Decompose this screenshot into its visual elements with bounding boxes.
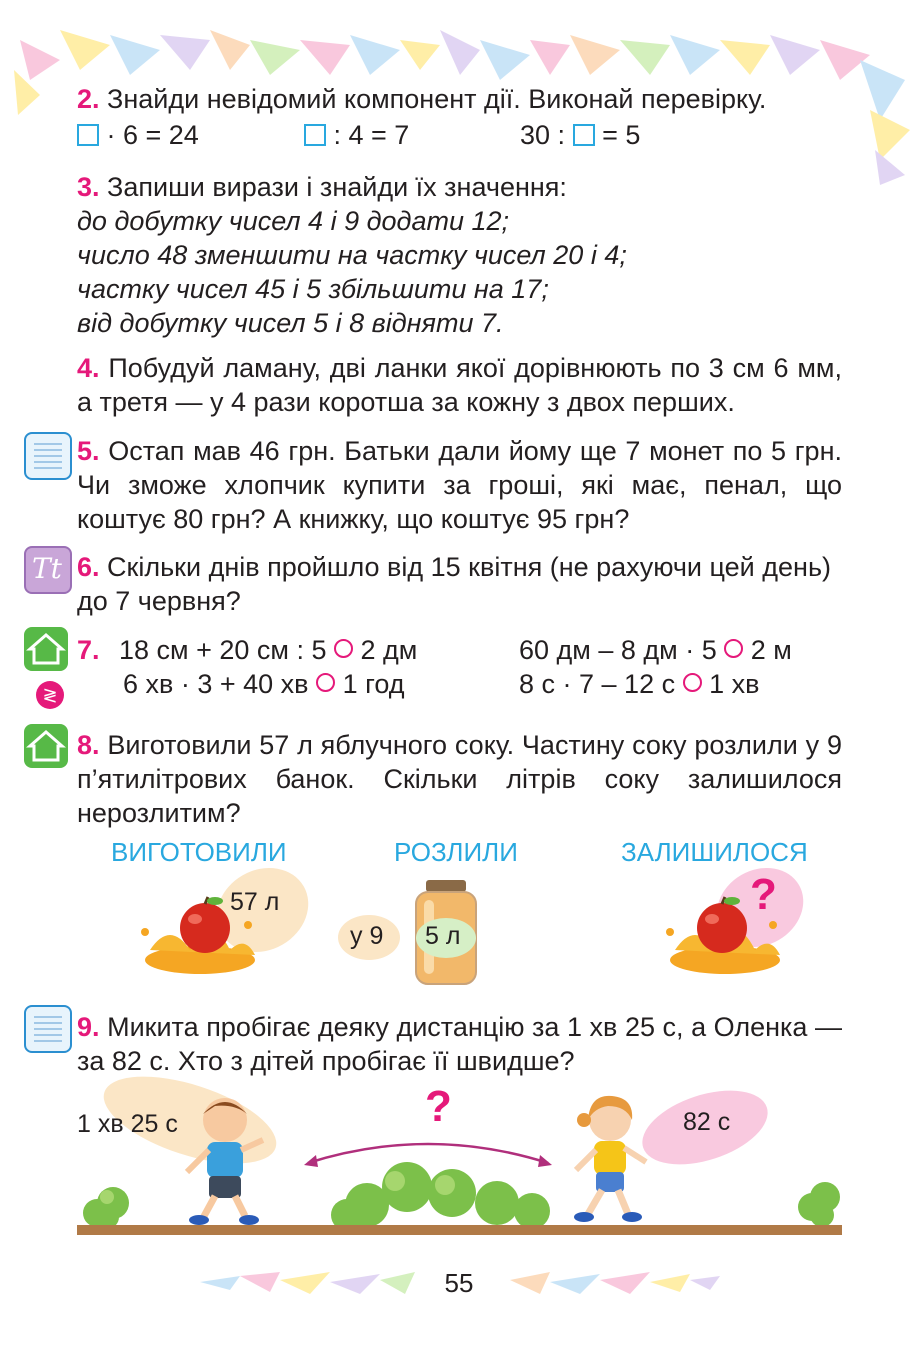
- task-2-instruction: [77, 82, 842, 116]
- question-mark: ?: [425, 1082, 452, 1131]
- task-text: Побудуй ламану, дві ланки якої дорівнюють по 3 см 6 мм, а третя — у 4 рази коротша за кожну з двох перших.: [77, 353, 842, 417]
- equation-1: · 6 = 24: [77, 118, 199, 152]
- page-number: 55: [444, 1268, 474, 1298]
- bushes-decoration: [77, 1145, 842, 1240]
- compare-circle: [334, 639, 353, 658]
- home-icon: [24, 627, 68, 671]
- label-left: ЗАЛИШИЛОСЯ: [621, 837, 808, 867]
- apple-icon: [175, 895, 235, 955]
- compare-circle: [316, 673, 335, 692]
- task-number: 2.: [77, 84, 100, 114]
- question-mark: ?: [750, 870, 777, 919]
- unknown-box: [573, 124, 595, 146]
- tt-icon: Tt: [24, 546, 72, 594]
- task-number: 7.: [77, 635, 100, 665]
- task-8: [77, 728, 842, 830]
- comparison-3: 6 хв · 3 + 40 хв 1 год: [123, 669, 405, 699]
- expression-line: до добутку чисел 4 і 9 додати 12;: [77, 206, 510, 236]
- comparison-1: 18 см + 20 см : 5 2 дм: [119, 635, 418, 665]
- home-icon: [24, 724, 68, 768]
- expression-line: від добутку чисел 5 і 8 відняти 7.: [77, 308, 504, 338]
- equation-2: : 4 = 7: [304, 118, 409, 152]
- made-value: 57 л: [230, 888, 280, 916]
- compare-circle: [683, 673, 702, 692]
- task-number: 5.: [77, 436, 100, 466]
- label-made: ВИГОТОВИЛИ: [111, 837, 287, 867]
- comparison-2: 60 дм – 8 дм · 5 2 м: [519, 635, 792, 665]
- expression-line: число 48 зменшити на частку чисел 20 і 4;: [77, 240, 627, 270]
- task-number: 6.: [77, 552, 100, 582]
- task-text: Скільки днів пройшло від 15 квітня (не рахуючи цей день) до 7 червня?: [77, 552, 831, 616]
- boy-time: 1 хв 25 с: [77, 1110, 178, 1138]
- compare-icon: ≷: [36, 681, 64, 709]
- task-number: 4.: [77, 353, 100, 383]
- task-text: Виготовили 57 л яблучного соку. Частину соку розлили у 9 п’ятилітрових банок. Скільки літрів соку залишилося нерозлитим?: [77, 730, 842, 828]
- notebook-icon: [24, 432, 72, 480]
- task-5: [77, 434, 842, 536]
- task-4: [77, 351, 842, 419]
- task-text: Микита пробігає деяку дистанцію за 1 хв 25 с, а Оленка — за 82 с. Хто з дітей пробігає її швидше?: [77, 1012, 842, 1076]
- task-9: [77, 1010, 842, 1078]
- compare-circle: [724, 639, 743, 658]
- task-7: [77, 633, 857, 703]
- unknown-box: [77, 124, 99, 146]
- task-number: 9.: [77, 1012, 100, 1042]
- task-text: Запиши вирази і знайди їх значення:: [107, 172, 567, 202]
- task-3: [77, 170, 842, 340]
- jar-volume: 5 л: [425, 922, 461, 950]
- jars-count: у 9: [350, 922, 384, 950]
- task-text: Остап мав 46 грн. Батьки дали йому ще 7 монет по 5 грн. Чи зможе хлопчик купити за гроші, які має, пенал, що коштує 80 грн? А книжку, що коштує 95 грн?: [77, 436, 842, 534]
- expression-line: частку чисел 45 і 5 збільшити на 17;: [77, 274, 549, 304]
- task-number: 8.: [77, 730, 100, 760]
- label-poured: РОЗЛИЛИ: [394, 837, 518, 867]
- unknown-box: [304, 124, 326, 146]
- girl-time: 82 с: [683, 1108, 731, 1136]
- comparison-4: 8 с · 7 – 12 с 1 хв: [519, 669, 760, 699]
- equation-3: 30 : = 5: [520, 120, 641, 150]
- notebook-icon: [24, 1005, 72, 1053]
- task-number: 3.: [77, 172, 100, 202]
- apple-icon: [692, 895, 752, 955]
- task-text: Знайди невідомий компонент дії. Виконай перевірку.: [107, 84, 767, 114]
- task-2: [77, 82, 842, 116]
- task-6: [77, 550, 842, 618]
